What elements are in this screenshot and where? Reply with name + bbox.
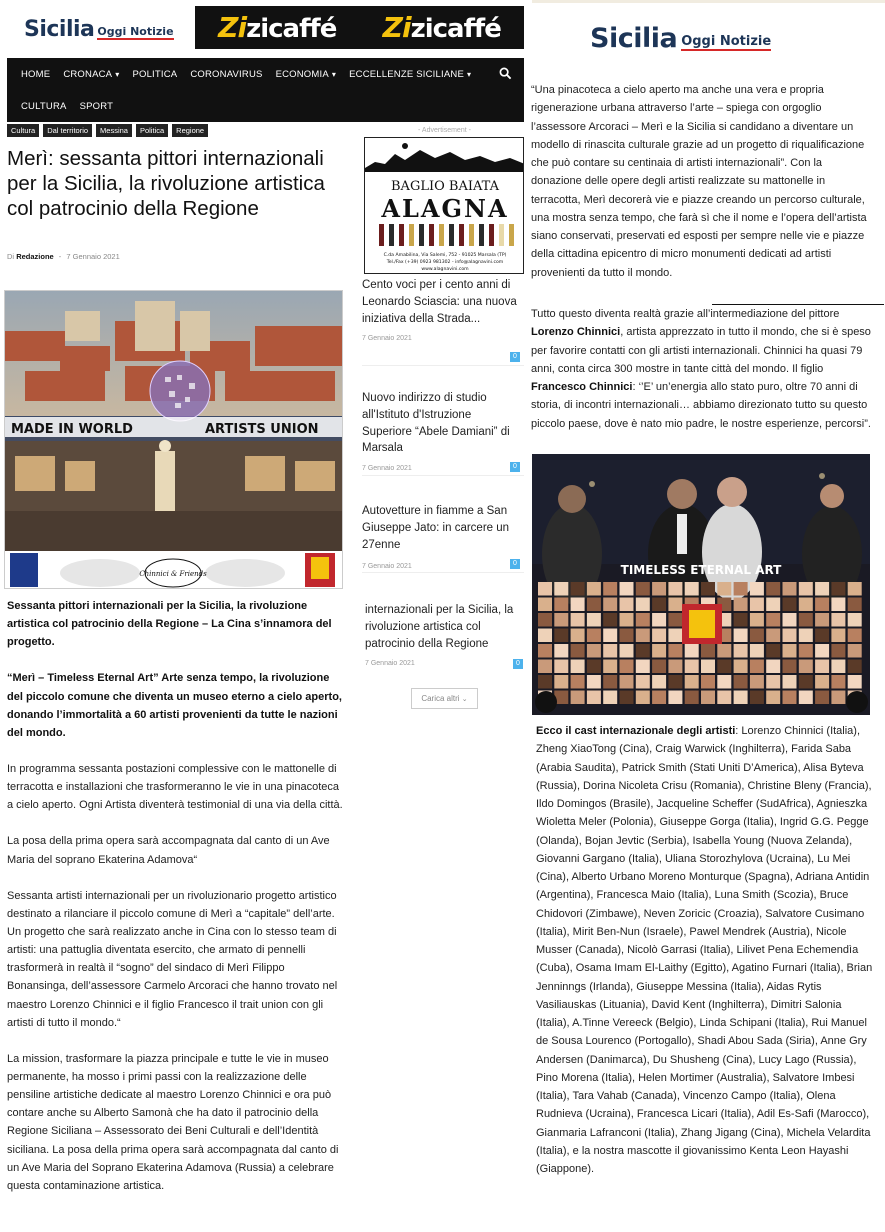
article-paragraph: Sessanta artisti internazionali per un rivoluzionario progetto artistico destinato a rilanciare il piccolo comune di Merì a “capitale” dell’arte. Un progetto che sarà realizzato anche in Cina con lo stesso team di artisti: una pattuglia diventata esercito, che armato di pennelli trasformerà in realtà il “sogno” del sindaco di Merì Filippo Bonansinga, dell’assessore Carmelo Arcoraci che hanno trovato nel maestro Lorenzo Chinnici e il figlio Francesco il trait union con gli artisti di tutto il mondo.“ bbox=[7, 889, 338, 1029]
article-body-left bbox=[7, 597, 347, 1213]
artist-thumbnail bbox=[750, 629, 764, 643]
artist-thumbnail bbox=[815, 613, 829, 627]
artist-thumbnail bbox=[587, 613, 601, 627]
artist-thumbnail bbox=[734, 644, 748, 658]
logo-subtitle: Oggi Notizie bbox=[97, 24, 174, 38]
ad-baglio-baiata-alagna[interactable] bbox=[364, 137, 524, 274]
artist-thumbnail bbox=[685, 660, 699, 674]
article-date: 7 Gennaio 2021 bbox=[66, 252, 120, 261]
artist-thumbnail bbox=[848, 613, 862, 627]
artist-thumbnail bbox=[554, 629, 568, 643]
artist-thumbnail bbox=[554, 598, 568, 612]
artist-thumbnail bbox=[668, 660, 682, 674]
artist-thumbnail bbox=[636, 598, 650, 612]
artist-thumbnail bbox=[848, 675, 862, 689]
article-paragraph: In programma sessanta postazioni complessive con le mattonelle di terracotta e installazioni che trasformeranno le vie in una pinacoteca a cielo aperto. Ogni Artista diventerà testimonial di una via della città. bbox=[7, 762, 343, 812]
article-paragraph: Sessanta pittori internazionali per la Sicilia, la rivoluzione artistica col patrocinio della Regione – La Cina s’innamora del progetto. bbox=[7, 600, 332, 649]
related-post-date: 7 Gennaio 2021 bbox=[362, 563, 412, 571]
artist-thumbnail bbox=[554, 660, 568, 674]
artist-thumbnail bbox=[652, 644, 666, 658]
artist-thumbnail bbox=[701, 582, 715, 596]
artist-thumbnail bbox=[734, 629, 748, 643]
related-post-title[interactable]: Cento voci per i cento anni di Leonardo Sciascia: una nuova iniziativa della Strada... bbox=[362, 279, 517, 325]
author-link[interactable]: Redazione bbox=[16, 252, 54, 261]
artist-thumbnail bbox=[734, 613, 748, 627]
nav-item-economia[interactable]: ECONOMIA ▾ bbox=[275, 68, 337, 80]
artist-thumbnail bbox=[652, 613, 666, 627]
artist-thumbnail bbox=[750, 582, 764, 596]
artist-thumbnail bbox=[652, 582, 666, 596]
chevron-down-icon: ▾ bbox=[466, 69, 472, 79]
load-more-button[interactable]: Carica altri ⌄ bbox=[411, 688, 478, 709]
artist-thumbnail bbox=[766, 613, 780, 627]
related-post-card[interactable] bbox=[362, 277, 524, 366]
artist-thumbnail bbox=[620, 691, 634, 705]
artist-thumbnail bbox=[799, 598, 813, 612]
artist-thumbnail bbox=[668, 598, 682, 612]
artist-thumbnail bbox=[831, 629, 845, 643]
related-post-card[interactable] bbox=[362, 503, 524, 573]
artist-thumbnail bbox=[766, 675, 780, 689]
artist-thumbnail bbox=[750, 675, 764, 689]
artist-thumbnail bbox=[701, 660, 715, 674]
artist-thumbnail bbox=[766, 691, 780, 705]
artist-thumbnail bbox=[571, 691, 585, 705]
search-icon[interactable] bbox=[499, 67, 512, 80]
ad-banner-zicaffe[interactable] bbox=[195, 6, 524, 49]
nav-item-cronaca[interactable]: CRONACA ▾ bbox=[63, 68, 120, 80]
artist-thumbnail bbox=[799, 582, 813, 596]
artist-thumbnail bbox=[668, 644, 682, 658]
artist-thumbnail bbox=[815, 691, 829, 705]
site-logo-right[interactable] bbox=[590, 20, 800, 56]
artist-thumbnail bbox=[668, 613, 682, 627]
artist-thumbnail bbox=[620, 598, 634, 612]
category-tag[interactable]: Politica bbox=[136, 124, 168, 137]
svg-text:TIMELESS ETERNAL ART: TIMELESS ETERNAL ART bbox=[620, 563, 782, 577]
artist-thumbnail bbox=[783, 644, 797, 658]
svg-text:Tel./Fax (+39) 0923 981302 - i: Tel./Fax (+39) 0923 981302 - info@alagnavini.com bbox=[386, 260, 504, 265]
related-post-title[interactable]: Autovetture in fiamme a San Giuseppe Jato: in carcere un 27enne bbox=[362, 505, 510, 551]
artist-thumbnail bbox=[750, 613, 764, 627]
related-post-date: 7 Gennaio 2021 bbox=[365, 660, 415, 668]
artist-thumbnail bbox=[717, 582, 731, 596]
artist-thumbnail bbox=[554, 582, 568, 596]
artist-thumbnail bbox=[799, 613, 813, 627]
artist-thumbnail bbox=[603, 675, 617, 689]
artist-thumbnail bbox=[799, 660, 813, 674]
divider bbox=[532, 0, 885, 3]
artist-thumbnail bbox=[734, 675, 748, 689]
related-post-title[interactable]: internazionali per la Sicilia, la rivoluzione artistica col patrocinio della Regione bbox=[365, 604, 514, 650]
artist-thumbnail bbox=[587, 644, 601, 658]
comment-count-badge[interactable]: 0 bbox=[513, 659, 523, 669]
artist-thumbnail bbox=[652, 598, 666, 612]
nav-item-cultura[interactable]: CULTURA bbox=[21, 100, 67, 112]
artist-thumbnail bbox=[620, 613, 634, 627]
artist-thumbnail bbox=[799, 629, 813, 643]
artist-thumbnail bbox=[587, 675, 601, 689]
artist-thumbnail bbox=[783, 598, 797, 612]
artist-thumbnail bbox=[603, 644, 617, 658]
artist-thumbnail bbox=[831, 598, 845, 612]
artist-thumbnail bbox=[587, 629, 601, 643]
svg-text:ALAGNA: ALAGNA bbox=[381, 194, 509, 223]
artist-thumbnail bbox=[538, 613, 552, 627]
chevron-down-icon: ⌄ bbox=[461, 696, 468, 703]
artist-thumbnail bbox=[685, 691, 699, 705]
artist-thumbnail bbox=[668, 675, 682, 689]
banner-brand-2: Zizicaffé bbox=[382, 11, 501, 44]
nav-item-eccellenze-siciliane[interactable]: ECCELLENZE SICILIANE ▾ bbox=[349, 68, 472, 80]
related-post-card[interactable] bbox=[362, 390, 524, 476]
artist-thumbnail bbox=[587, 691, 601, 705]
svg-text:BAGLIO BAIATA: BAGLIO BAIATA bbox=[391, 179, 499, 194]
artist-thumbnail bbox=[766, 598, 780, 612]
comment-count-badge[interactable]: 0 bbox=[510, 559, 520, 569]
artist-thumbnail bbox=[668, 629, 682, 643]
artist-thumbnail bbox=[831, 675, 845, 689]
artist-thumbnail bbox=[848, 582, 862, 596]
artist-thumbnail bbox=[603, 660, 617, 674]
article-paragraph: La posa della prima opera sarà accompagnata dal canto di un Ave Maria del soprano Ekaterina Adamova“ bbox=[7, 835, 330, 866]
nav-item-sport[interactable]: SPORT bbox=[79, 100, 114, 112]
artist-thumbnail bbox=[554, 644, 568, 658]
artist-thumbnail bbox=[668, 582, 682, 596]
artist-thumbnail bbox=[636, 644, 650, 658]
artist-thumbnail bbox=[701, 675, 715, 689]
article-paragraph: “Merì – Timeless Eternal Art” Arte senza tempo, la rivoluzione del piccolo comune che diventa un museo eterno a cielo aperto, donando l’immortalità a 60 artisti provenienti da tutte le nazioni del mondo. bbox=[7, 672, 342, 739]
artist-thumbnail bbox=[831, 660, 845, 674]
artist-thumbnail bbox=[603, 691, 617, 705]
site-logo[interactable] bbox=[24, 14, 176, 44]
artist-thumbnail bbox=[603, 598, 617, 612]
artist-thumbnail bbox=[831, 691, 845, 705]
artist-thumbnail bbox=[701, 644, 715, 658]
artist-thumbnail bbox=[652, 691, 666, 705]
artist-thumbnail bbox=[848, 629, 862, 643]
artist-thumbnail bbox=[848, 598, 862, 612]
artist-thumbnail bbox=[848, 660, 862, 674]
category-tag[interactable]: Cultura bbox=[7, 124, 39, 137]
artist-thumbnail bbox=[620, 675, 634, 689]
artist-thumbnail bbox=[783, 582, 797, 596]
artists-cast-list: Ecco il cast internazionale degli artisti: Lorenzo Chinnici (Italia), Zheng XiaoTong (Cina), Craig Warwick (Inghilterra), Farida Saba (Arabia Saudita), Patrick Smith (Stati Uniti D’America), Alisa Byteva (Russia), Dorina Nicoleta Crisu (Romania), Christine Bleny (Francia), Ildo Domingos (Brasile), Jacqueline Scheffer (SudAfrica), Agnieszka Wioletta Meler (Polonia), Giuseppe Gorga (Italia), Ingrid G.G. Pegge (Olanda), Bojan Jevtic (Serbia), Isabella Young (Nuova Zelanda), Giovanni Gargano (Italia), Uliana Storozhylova (Ucraina), Lu Mei (Cina), Alberto Urbano Moreno Monturque (Spagna), Adriana Antidin (Argentina), Francesca Maio (Italia), Luna Smith (Scozia), Bruce Chidovori (Zimbawe), Neven Zoricic (Croazia), Salvatore Cusimano (Italia), Mirit Ben-Nun (Israele), Pawel Mendrek (Austria), Nicole Musser (Canada), Nicolò Garrasi (Italia), Lilivet Pena Echemendìa (Cuba), Osama Imam El-Laithy (Egitto), Agatino Furnari (Italia), Brian Jenninngs (Irlanda), Giuseppe Messina (Italia), Aidas Rytis Vasiliauskas (Lituania), David Kent (Inghilterra), Dimitri Salonia (Italia), A.Tinne Vereeck (Belgio), Linda Schipani (Italia), Rui Manuel de Sousa Lourenco (Portogallo), Shadi Abou Sada (Siria), Anne Gry Andersen (Danimarca), Du Shusheng (Cina), Lucy Lago (Russia), Pino Morena (Italia), Helen Mortimer (Australia), Salvatore Imbesi (Italia), Tara Vahab (Canada), Vincenzo Campo (Italia), Olena Rudnieva (Ucraina), Francesca Licari (Italia), Adil Es-Safi (Marocco), Gianmaria Lafranconi (Italia), Zhang Jigang (Cina), Michela Velardita (Italia), e la nostra mascotte il giovanissimo Kenta Leon Hayashi (Giappone). bbox=[536, 725, 873, 1175]
advertisement-label: - Advertisement - bbox=[418, 127, 471, 134]
artist-thumbnail bbox=[652, 660, 666, 674]
artist-thumbnail bbox=[636, 660, 650, 674]
artist-thumbnail bbox=[799, 675, 813, 689]
featured-image bbox=[4, 290, 343, 589]
svg-text:Chinnici & Friends: Chinnici & Friends bbox=[139, 570, 207, 578]
artist-thumbnail bbox=[831, 613, 845, 627]
artist-thumbnail bbox=[685, 644, 699, 658]
related-post-date: 7 Gennaio 2021 bbox=[362, 335, 412, 343]
article-paragraph: La mission, trasformare la piazza principale e tutte le vie in museo permanente, ha mosso i primi passi con la realizzazione delle pensiline artistiche dedicate al maestro Lorenzo Chinnici e ora può contare anche su Alberto Samonà che ha dato il patrocinio della Regione Siciliana – Assessorato dei Beni Culturali e dell’Identità siciliana. La posa della prima opera sarà accompagnata dal canto di un Ave Maria del Soprano Ekaterina Adamova (Russia) a celebrare questa contaminazione artistica. bbox=[7, 1052, 339, 1192]
svg-text:ARTISTS UNION: ARTISTS UNION bbox=[205, 422, 319, 437]
artist-thumbnail bbox=[620, 629, 634, 643]
artist-thumbnail bbox=[783, 629, 797, 643]
artist-thumbnail bbox=[603, 629, 617, 643]
nav-item-coronavirus[interactable]: CORONAVIRUS bbox=[190, 68, 263, 80]
artist-thumbnail bbox=[636, 629, 650, 643]
artist-thumbnail bbox=[831, 644, 845, 658]
artist-thumbnail bbox=[571, 660, 585, 674]
artist-thumbnail bbox=[848, 644, 862, 658]
related-post-card[interactable] bbox=[365, 602, 527, 672]
artist-thumbnail bbox=[815, 644, 829, 658]
comment-count-badge[interactable]: 0 bbox=[510, 462, 520, 472]
article-body-right-2: Tutto questo diventa realtà grazie all’intermediazione del pittore Lorenzo Chinnici, artista apprezzato in tutto il mondo, che si è speso per favorire contatti con gli artisti internazionali. Chinnici ha quasi 79 anni, conta circa 300 mostre in tante città del mondo. Il figlio Francesco Chinnici: ‘’E’ un’energia allo stato puro, oltre 70 anni di storia, di incontri internazionali… abbiamo direzionato tutto su questo piccolo paese, dove è nato mio padre, le nostre esperienze, percorsi”. bbox=[531, 308, 871, 430]
artist-thumbnail bbox=[766, 660, 780, 674]
artist-thumbnail bbox=[587, 582, 601, 596]
artist-thumbnail bbox=[636, 691, 650, 705]
artist-thumbnail bbox=[652, 675, 666, 689]
nav-item-politica[interactable]: POLITICA bbox=[132, 68, 178, 80]
svg-text:MADE IN WORLD: MADE IN WORLD bbox=[11, 422, 133, 437]
artist-thumbnail bbox=[717, 660, 731, 674]
artist-thumbnail bbox=[734, 582, 748, 596]
article-title: Merì: sessanta pittori internazionali per la Sicilia, la rivoluzione artistica col patrocinio della Regione bbox=[7, 147, 325, 220]
artist-thumbnail bbox=[799, 691, 813, 705]
logo-word: Sicilia bbox=[590, 22, 678, 54]
artist-thumbnail bbox=[750, 598, 764, 612]
artist-thumbnail bbox=[815, 660, 829, 674]
artist-thumbnail bbox=[538, 660, 552, 674]
svg-text:www.alagnavini.com: www.alagnavini.com bbox=[421, 267, 469, 272]
artist-thumbnail bbox=[783, 613, 797, 627]
artist-thumbnail bbox=[554, 613, 568, 627]
artist-thumbnail bbox=[734, 691, 748, 705]
artist-thumbnail bbox=[587, 598, 601, 612]
artist-thumbnail bbox=[831, 582, 845, 596]
artist-thumbnail bbox=[571, 613, 585, 627]
artist-thumbnail bbox=[717, 675, 731, 689]
category-tag[interactable]: Regione bbox=[172, 124, 208, 137]
artist-thumbnail bbox=[587, 660, 601, 674]
artist-thumbnail bbox=[734, 660, 748, 674]
related-post-date: 7 Gennaio 2021 bbox=[362, 465, 412, 473]
artist-thumbnail bbox=[603, 613, 617, 627]
article-body-right-1: “Una pinacoteca a cielo aperto ma anche una vera e propria rigenerazione urbana attraverso l’arte – spiega con orgoglio l’assessore Arcoraci – Merì e la Sicilia si candidano a diventare un modello di rinascita culturale grazie ad un progetto di riqualificazione che può contare su centinaia di artisti internazionali”. Con la donazione delle opere degli artisti realizzate su mattonelle in terracotta, Merì decorerà vie e piazze creando un percorso culturale, una mostra senza tempo, che farà sì che il nome e l’opera dell’artista siano conservati, preservati ed esposti per sempre nelle vie e piazze della cittadina epicentro di micro monumenti dedicati ad artisti provenienti da tutto il mondo. bbox=[531, 84, 867, 279]
artist-thumbnail bbox=[538, 598, 552, 612]
artist-thumbnail bbox=[783, 691, 797, 705]
artist-thumbnail bbox=[636, 582, 650, 596]
artist-thumbnail bbox=[554, 675, 568, 689]
artist-thumbnail bbox=[766, 644, 780, 658]
category-tags bbox=[7, 124, 208, 137]
artist-thumbnail bbox=[538, 675, 552, 689]
artist-thumbnail bbox=[571, 644, 585, 658]
artist-thumbnail bbox=[685, 675, 699, 689]
artist-thumbnail bbox=[750, 644, 764, 658]
artist-thumbnail bbox=[783, 675, 797, 689]
artist-thumbnail bbox=[717, 691, 731, 705]
artist-thumbnail bbox=[766, 629, 780, 643]
artist-thumbnail bbox=[750, 691, 764, 705]
svg-text:C.da Amabilina, Via Salemi, 75: C.da Amabilina, Via Salemi, 752 - 91025 Marsala (TP) bbox=[383, 253, 507, 258]
artist-thumbnail bbox=[538, 644, 552, 658]
artist-thumbnail bbox=[571, 582, 585, 596]
artist-thumbnail bbox=[668, 691, 682, 705]
artist-thumbnail bbox=[620, 582, 634, 596]
artist-thumbnail bbox=[538, 582, 552, 596]
chevron-down-icon: ▾ bbox=[331, 69, 337, 79]
artist-thumbnail bbox=[603, 582, 617, 596]
chevron-down-icon: ▾ bbox=[115, 69, 120, 79]
banner-brand-1: Zizicaffé bbox=[218, 11, 337, 44]
main-navigation bbox=[7, 58, 524, 122]
artist-thumbnail bbox=[571, 675, 585, 689]
category-tag[interactable]: Dal territorio bbox=[43, 124, 92, 137]
artist-thumbnail bbox=[734, 598, 748, 612]
related-post-title[interactable]: Nuovo indirizzo di studio all'Istituto d'Istruzione Superiore “Abele Damiani” di Marsala bbox=[362, 392, 510, 455]
artist-thumbnail bbox=[815, 675, 829, 689]
artist-thumbnail bbox=[815, 598, 829, 612]
artist-thumbnail bbox=[685, 582, 699, 596]
nav-item-home[interactable]: HOME bbox=[21, 68, 51, 80]
artist-thumbnail bbox=[815, 582, 829, 596]
artist-thumbnail bbox=[538, 629, 552, 643]
artist-thumbnail bbox=[766, 582, 780, 596]
artist-thumbnail bbox=[620, 660, 634, 674]
artist-thumbnail bbox=[750, 660, 764, 674]
artist-thumbnail bbox=[636, 613, 650, 627]
artist-thumbnail bbox=[799, 644, 813, 658]
category-tag[interactable]: Messina bbox=[96, 124, 132, 137]
comment-count-badge[interactable]: 0 bbox=[510, 352, 520, 362]
artist-thumbnail bbox=[620, 644, 634, 658]
artist-thumbnail bbox=[783, 660, 797, 674]
timeless-eternal-art-image bbox=[532, 454, 870, 715]
artist-thumbnail bbox=[571, 629, 585, 643]
artist-thumbnail bbox=[815, 629, 829, 643]
article-meta: Di Redazione - 7 Gennaio 2021 bbox=[7, 252, 120, 261]
artist-thumbnail bbox=[636, 675, 650, 689]
artist-thumbnail bbox=[652, 629, 666, 643]
logo-subtitle: Oggi Notizie bbox=[681, 33, 772, 49]
artist-thumbnail bbox=[701, 691, 715, 705]
logo-word: Sicilia bbox=[24, 16, 95, 42]
artist-thumbnail bbox=[571, 598, 585, 612]
artist-thumbnail bbox=[717, 644, 731, 658]
